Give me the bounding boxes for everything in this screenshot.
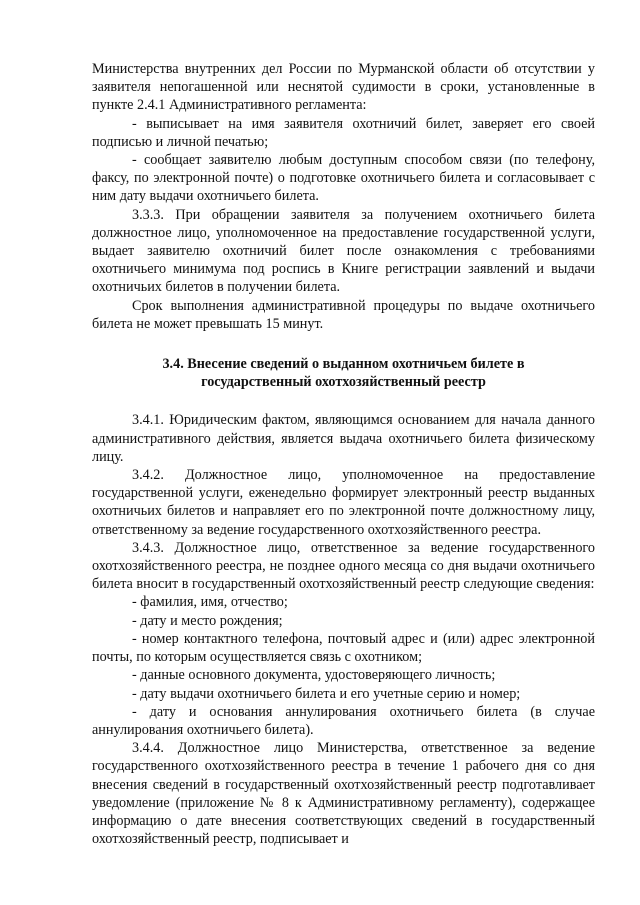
paragraph-3-3-3: 3.3.3. При обращении заявителя за получением охотничьего билета должностное лицо, уполномоченное на предоставление государственной услуги, выдает заявителю охотничий билет после ознакомления с требованиями охотничьего минимума под роспись в Книге регистрации заявлений и выдачи охотничьих билетов в получении билета. xyxy=(92,206,595,296)
paragraph-3-4-4: 3.4.4. Должностное лицо Министерства, ответственное за ведение государственного охотхозяйственного реестра в течение 1 рабочего дня со дня внесения сведений в государственный охотхозяйственный реестр подготавливает уведомление (приложение № 8 к Административному регламенту), содержащее информацию о дате внесения соответствующих сведений в государственный охотхозяйственный реестр, подписывает и xyxy=(92,740,595,848)
paragraph-3-4-2: 3.4.2. Должностное лицо, уполномоченное на предоставление государственной услуги, еженедельно формирует электронный реестр выданных охотничьих билетов и направляет его по электронной почте должностному лицу, ответственному за ведение государственного охотхозяйственного реестра. xyxy=(92,467,595,538)
section-heading-line-2: государственный охотхозяйственный реестр xyxy=(201,374,486,391)
section-heading-3-4 xyxy=(92,355,595,391)
paragraph-term: Срок выполнения административной процедуры по выдаче охотничьего билета не может превышать 15 минут. xyxy=(92,297,595,332)
section-heading-line-1: 3.4. Внесение сведений о выданном охотничьем билете в xyxy=(162,356,525,373)
list-item-annulment: - дату и основания аннулирования охотничьего билета (в случае аннулирования охотничьего билета). xyxy=(92,703,595,738)
list-item-ticket-issue: - дату выдачи охотничьего билета и его учетные серию и номер; xyxy=(132,685,521,702)
bullet-issue-ticket: - выписывает на имя заявителя охотничий билет, заверяет его своей подписью и личной печатью; xyxy=(92,115,595,150)
continuation-paragraph: Министерства внутренних дел России по Мурманской области об отсутствии у заявителя непогашенной или неснятой судимости в сроки, установленные в пункте 2.4.1 Административного регламента: xyxy=(92,61,595,114)
list-item-birth: - дату и место рождения; xyxy=(132,612,283,629)
list-item-identity-document: - данные основного документа, удостоверяющего личность; xyxy=(132,667,496,684)
paragraph-3-4-3: 3.4.3. Должностное лицо, ответственное за ведение государственного охотхозяйственного реестра, не позднее одного месяца со дня выдачи охотничьего билета вносит в государственный охотхозяйственный реестр следующие сведения: xyxy=(92,539,595,593)
list-item-name: - фамилия, имя, отчество; xyxy=(132,594,288,611)
paragraph-3-4-1: 3.4.1. Юридическим фактом, являющимся основанием для начала данного административного действия, является выдача охотничьего билета физическому лицу. xyxy=(92,412,595,465)
bullet-notify-applicant: - сообщает заявителю любым доступным способом связи (по телефону, факсу, по электронной почте) о подготовке охотничьего билета и согласовывает с ним дату выдачи охотничьего билета. xyxy=(92,152,595,205)
list-item-contacts: - номер контактного телефона, почтовый адрес и (или) адрес электронной почты, по которым осуществляется связь с охотником; xyxy=(92,630,595,666)
